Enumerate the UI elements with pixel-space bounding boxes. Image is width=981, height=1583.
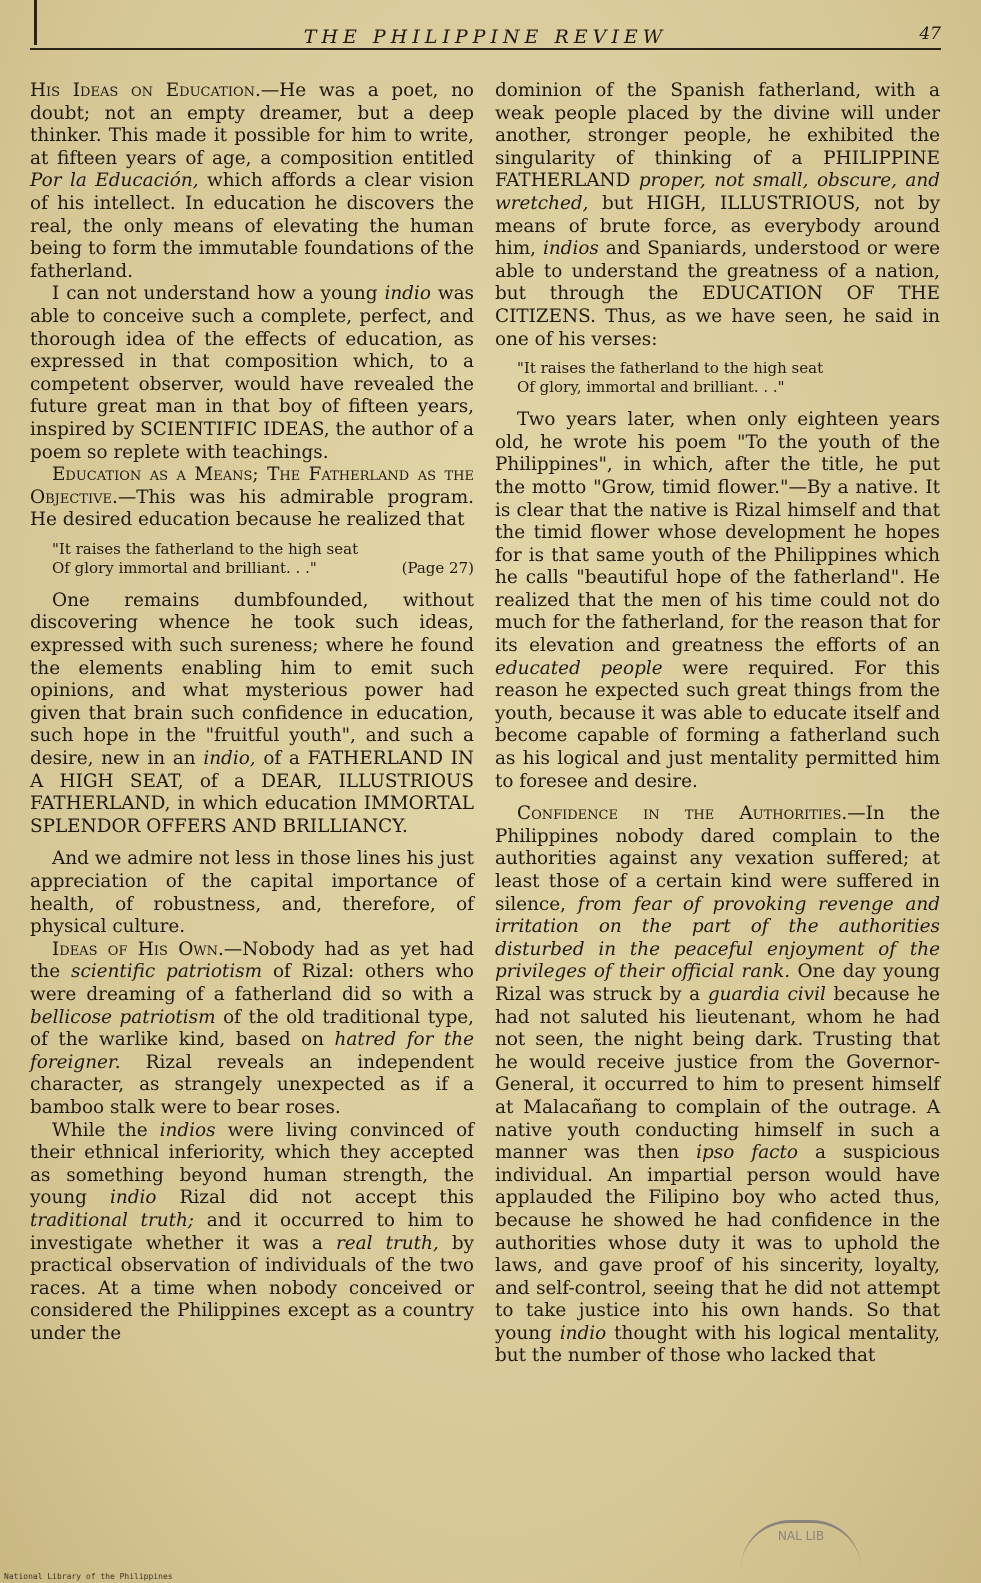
text: but HIGH, ILLUSTRIOUS, not by means of brute force, as everybody around him, xyxy=(495,192,940,260)
text: which affords a clear vision of his intellect. In education he discovers the real, the only means of elevating the human being to form the immutable foundations of the fatherland. xyxy=(30,170,474,282)
italic-text: indio xyxy=(384,283,431,305)
text: —Nobody had as yet had the xyxy=(30,938,474,983)
text: —In the Philippines nobody dared complain to the authorities against any vexation suffered; at least those of a certain kind were suffered in silence, xyxy=(495,803,940,915)
italic-text: indio xyxy=(110,1187,157,1209)
text: One remains dumbfounded, without discovering whence he took such ideas, expressed with such sureness; where he found the elements enabling him to emit such opinions, and what mysterious power had given that brain such confidence in education, such hope in the "fruitful youth", and such a desire, new in an xyxy=(30,589,474,770)
italic-text: indios xyxy=(159,1119,216,1141)
quote-line: "It raises the fatherland to the high seat xyxy=(52,539,359,558)
text: and Spaniards, understood or were able to understand the greatness of a nation, but through the EDUCATION OF THE CITIZENS. Thus, as we have seen, he said in one of his verses: xyxy=(495,238,941,350)
italic-text: hatred for the foreigner. xyxy=(30,1029,474,1073)
text: and it occurred to him to investigate whether it was a xyxy=(30,1209,474,1254)
verse-quote xyxy=(52,540,474,578)
italic-text: guardia civil xyxy=(707,983,826,1005)
text: Two years later, when only eighteen years old, he wrote his poem "To the youth of the Philippines", in which, after the title, he put the motto "Grow, timid flower."—By a native. It is clear that the native is Rizal himself and that the timid flower whose development he hopes for is that same youth of the Philippines which he calls "beautiful hope of the fatherland". He realized that the men of his time could not do much for the fatherland, for the reason that for its elevation and greatness the efforts of an xyxy=(495,409,940,657)
text: was able to conceive such a complete, perfect, and thorough idea of the effects of education, as expressed in that composition which, to a competent observer, would have revealed the future great man in that boy of fifteen years, inspired by SCIENTIFIC IDEAS, the author of a poem so replete with teachings. xyxy=(30,283,474,463)
paragraph xyxy=(30,1120,474,1346)
text: a suspicious individual. An impartial person would have applauded the Filipino boy who acted thus, because he showed he had confidence in the authorities whose duty it was to uphold the laws, and gave proof of his sincerity, loyalty, and self-control, seeing that he did not attempt to take justice into his own hands. So that young xyxy=(495,1142,940,1344)
text: of a FATHERLAND IN A HIGH SEAT, of a DEAR, ILLUSTRIOUS FATHERLAND, in which education IMMORTAL SPLENDOR OFFERS AND BRILLIANCY. xyxy=(30,748,474,837)
text: because he had not saluted his lieutenant, whom he had not seen, the night being dark. Trusting that he would receive justice from the Governor-General, it occurred to him to present himself at Malacañang to complain of the outrage. A native youth conducting himself in such a manner was then xyxy=(495,983,941,1164)
paragraph xyxy=(495,409,940,793)
italic-text: traditional truth; xyxy=(30,1209,195,1231)
italic-text: indios xyxy=(542,238,599,260)
text: —This was his admirable program. He desired education because he realized that xyxy=(30,486,474,531)
journal-title: THE PHILIPPINE REVIEW xyxy=(303,26,668,48)
paragraph: And we admire not less in those lines his just appreciation of the capital importance of health, of robustness, and, therefore, of physical culture. xyxy=(30,848,474,938)
library-stamp: NAL LIB xyxy=(741,1520,861,1569)
text: Rizal did not accept this xyxy=(156,1187,474,1209)
section-lead: Education as a Means; The Fatherland as the Objective. xyxy=(30,464,474,508)
paragraph xyxy=(30,464,474,532)
verse-quote xyxy=(517,359,940,397)
section-lead: Ideas of His Own. xyxy=(52,938,224,960)
text: —He was a poet, no doubt; not an empty dreamer, but a deep thinker. This made it possible for him to write, at fifteen years of age, a composition entitled xyxy=(30,80,475,169)
paragraph xyxy=(30,939,474,1120)
header-rule xyxy=(30,48,941,50)
section-lead: Confidence in the Authorities. xyxy=(517,803,848,825)
quote-line: Of glory immortal and brilliant. . ." xyxy=(52,558,317,577)
text: Rizal reveals an independent character, as strangely unexpected as if a bamboo stalk were to bear roses. xyxy=(30,1051,474,1118)
italic-text: real truth, xyxy=(335,1232,439,1254)
italic-text: indio, xyxy=(203,748,256,770)
text: One day young Rizal was struck by a xyxy=(495,961,940,1005)
page-reference: (Page 27) xyxy=(401,558,474,577)
text: I can not understand how a young xyxy=(52,283,385,305)
scan-credit: National Library of the Philippines xyxy=(4,1572,173,1581)
paragraph xyxy=(495,80,940,351)
paragraph xyxy=(30,590,474,839)
running-header xyxy=(30,22,941,52)
text: thought with his logical mentality, but the number of those who lacked that xyxy=(495,1322,940,1367)
paragraph xyxy=(30,80,474,283)
text: dominion of the Spanish fatherland, with a weak people placed by the divine will under another, stronger people, he exhibited the singularity of thinking of a PHILIPPINE FATHERLAND xyxy=(495,80,940,192)
italic-text: from fear of provoking revenge and irritation on the part of the authorities disturbed in the peaceful enjoyment of the privileges of their official rank. xyxy=(495,893,940,983)
left-column xyxy=(30,80,474,1345)
italic-text: indio xyxy=(559,1322,607,1344)
italic-text: ipso facto xyxy=(696,1142,798,1164)
text: of the old traditional type, of the warlike kind, based on xyxy=(30,1006,474,1051)
text: were required. For this reason he expected such great things from the youth, because it was able to educate itself and become capable of forming a fatherland such as his logical and just mentality permitted him to foresee and desire. xyxy=(495,657,940,792)
italic-text: educated people xyxy=(495,657,663,679)
italic-text: bellicose patriotism xyxy=(30,1006,216,1028)
text: While the xyxy=(52,1119,160,1141)
page-number: 47 xyxy=(919,24,941,44)
italic-text: proper, not small, obscure, and wretched, xyxy=(495,170,940,214)
quote-line: Of glory, immortal and brilliant. . ." xyxy=(517,378,785,397)
italic-text: scientific patriotism xyxy=(71,961,263,983)
right-column xyxy=(495,80,940,1368)
text: were living convinced of their ethnical inferiority, which they accepted as something beyond human strength, the young xyxy=(30,1119,474,1209)
text: by practical observation of individuals of the two races. At a time when nobody conceived or considered the Philippines except as a country under the xyxy=(30,1232,474,1344)
paragraph xyxy=(495,803,940,1368)
italic-text: Por la Educación, xyxy=(30,170,199,192)
quote-line: "It raises the fatherland to the high seat xyxy=(517,359,824,378)
section-lead: His Ideas on Education. xyxy=(30,80,261,101)
paragraph xyxy=(30,283,474,464)
text: of Rizal: others who were dreaming of a fatherland did so with a xyxy=(30,961,474,1005)
